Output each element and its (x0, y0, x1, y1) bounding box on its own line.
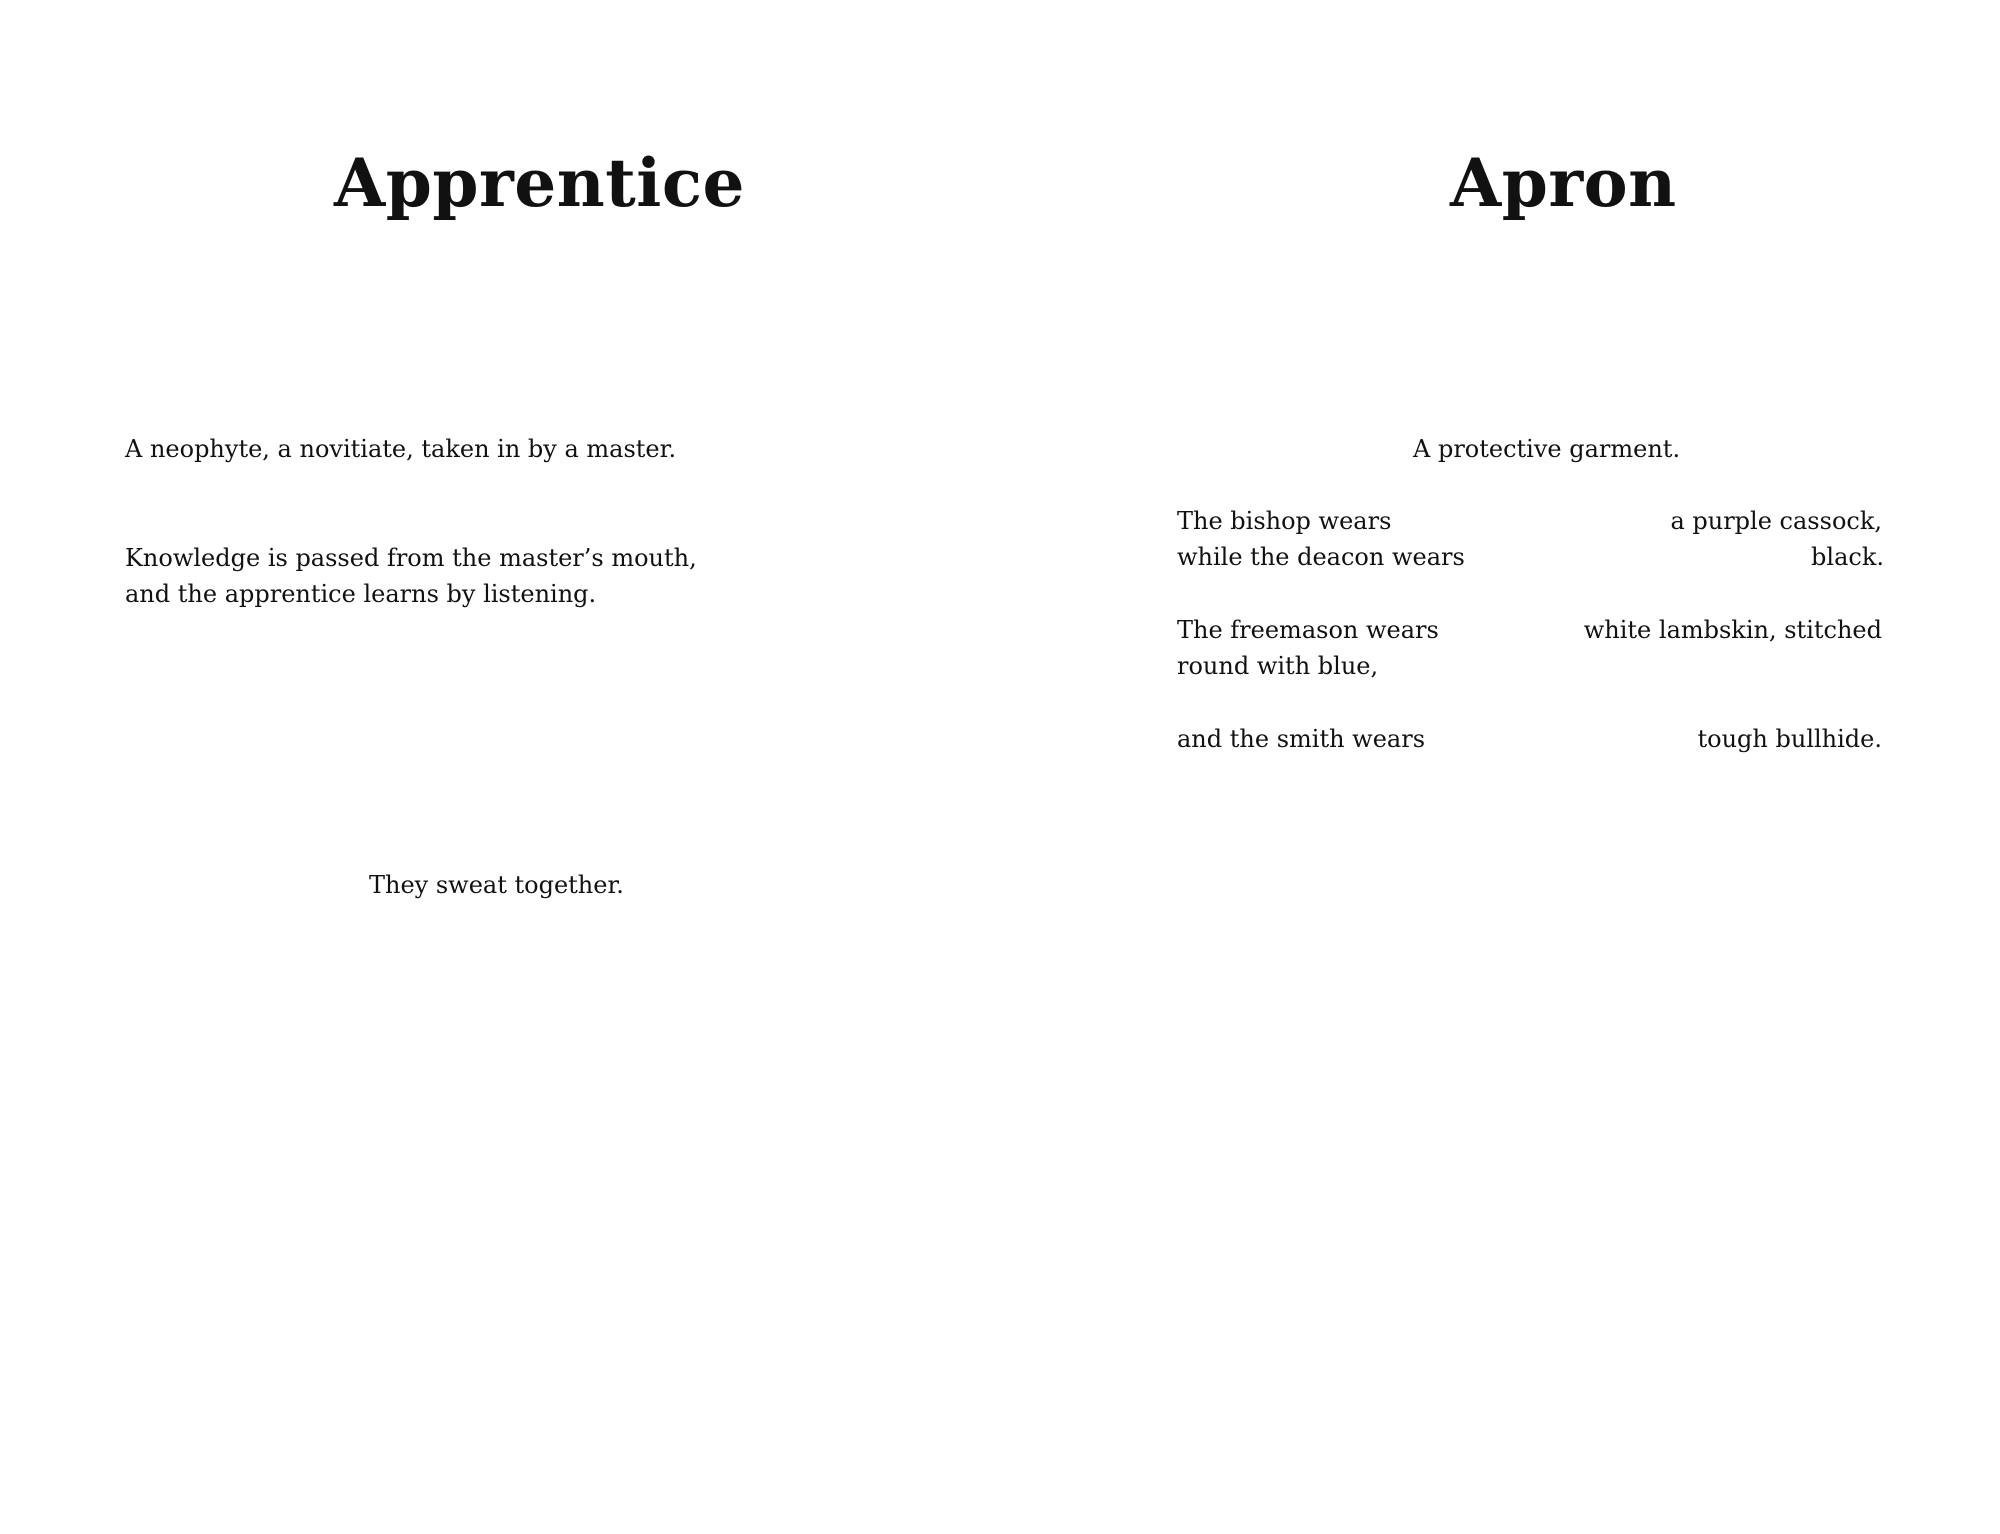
listening-line: and the apprentice learns by listening. (125, 580, 597, 608)
verse-left-line: The freemason wears (1177, 616, 1439, 644)
verse-left-line: The bishop wears (1177, 507, 1392, 535)
verse-right-line: white lambskin, stitched (1583, 616, 1882, 644)
page-title-apron: Apron (1450, 144, 1677, 222)
verse-right-line: black. (1811, 543, 1884, 571)
right-page (1000, 0, 2000, 1534)
verse-left-line: while the deacon wears (1177, 543, 1465, 571)
verse-right-line: tough bullhide. (1697, 725, 1882, 753)
definition-line: A neophyte, a novitiate, taken in by a master. (125, 435, 677, 463)
definition-line: A protective garment. (1413, 435, 1681, 463)
knowledge-line: Knowledge is passed from the master’s mouth, (125, 544, 697, 572)
closing-line: They sweat together. (369, 871, 624, 899)
verse-left-line: and the smith wears (1177, 725, 1426, 753)
verse-right-line: a purple cassock, (1670, 507, 1882, 535)
page-title-apprentice: Apprentice (334, 144, 745, 222)
verse-left-line: round with blue, (1177, 652, 1379, 680)
left-page (0, 0, 980, 1534)
